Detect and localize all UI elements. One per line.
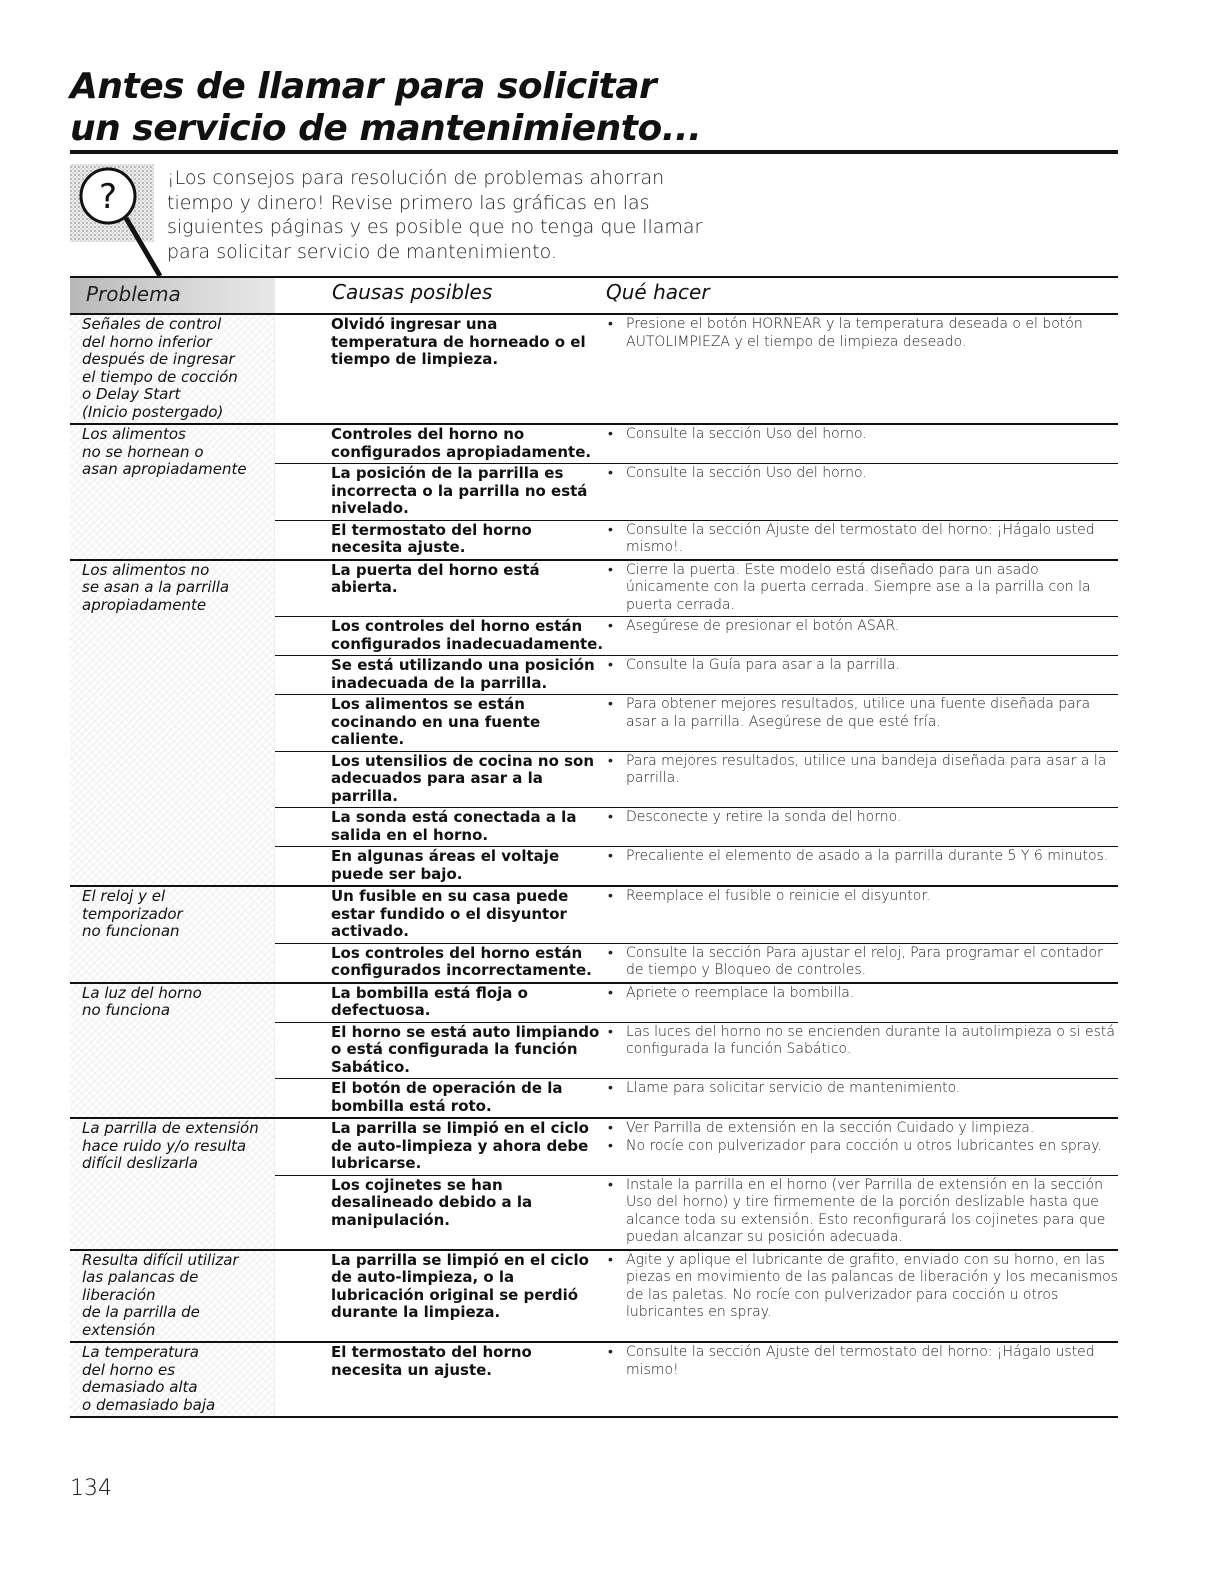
todo-cell [606,617,1118,655]
todo-cell [606,1023,1118,1079]
todo-text: Las luces del horno no se encienden durante la autolimpieza o si está configurada la función Sabático. [626,1023,1116,1057]
bullet-icon: • [608,618,613,634]
problem-line: difícil deslizarla [82,1154,198,1172]
bullet-icon: • [608,465,613,481]
bullet-icon: • [608,1080,613,1096]
todo-text: Para mejores resultados, utilice una bandeja diseñada para asar a la parrilla. [626,752,1107,786]
cause-cell: Controles del horno no configurados apropiadamente. [331,425,592,461]
problem-line: el tiempo de cocción [82,367,238,386]
todo-bullet [606,657,1118,675]
cause-cell: El botón de operación de la bombilla está roto. [331,1079,563,1115]
todo-cell [606,887,1118,943]
problem-cell [70,1119,275,1249]
cause-cell: La bombilla está floja o defectuosa. [331,983,528,1019]
bullet-icon: • [608,1120,613,1136]
table-row [275,1022,1118,1079]
problem-cell [70,561,275,886]
bullet-icon: • [608,696,613,712]
todo-text: Reemplace el fusible o reinicie el disyuntor. [626,888,931,904]
todo-text: Precaliente el elemento de asado a la parrilla durante 5 Y 6 minutos. [626,848,1109,864]
table-row [275,1343,1118,1381]
header-problem: Problema [70,278,275,313]
problem-line: del horno es [82,1360,176,1379]
problem-line: o Delay Start [82,385,181,403]
problem-group [70,561,1118,888]
problem-line: no funciona [82,1001,171,1019]
todo-cell [606,1119,1118,1175]
todo-cell [606,808,1118,846]
table-row [275,1175,1118,1249]
title-rule [70,150,1118,154]
problem-line: o demasiado baja [82,1395,216,1414]
problem-line: asan apropiadamente [82,460,247,478]
cause-cell: La parrilla se limpió en el ciclo de auto-limpieza, o la lubricación original se perdió durante la limpieza. [331,1250,589,1321]
problem-line: apropiadamente [82,595,207,614]
table-row [275,984,1118,1022]
todo-bullet [606,1252,1118,1322]
todo-bullet [606,945,1118,980]
todo-bullet [606,809,1118,827]
problem-line: demasiado alta [82,1378,198,1396]
problem-line: no funcionan [82,922,180,940]
problem-line: (Inicio postergado) [82,402,224,421]
problem-line: Señales de control [82,315,222,333]
problem-line: las palancas de liberación [82,1268,199,1304]
bullet-icon: • [608,848,613,864]
header-causes: Causas posibles [332,280,493,304]
problem-line: La luz del horno [82,983,202,1002]
todo-bullet [606,316,1118,351]
cause-cell: El termostato del horno necesita un ajuste. [331,1343,532,1379]
problem-line: La parrilla de extensión [82,1119,259,1137]
bullet-icon: • [608,1176,613,1193]
todo-text: Agite y aplique el lubricante de grafito, enviado con su horno, en las piezas en movimiento de las palancas de liberación y los mecanismos de las paletas. No rocíe con pulverizador para cocción u otros lubricantes en spray. [626,1251,1118,1320]
todo-text: Consulte la sección Ajuste del termostato del horno: ¡Hágalo usted mismo!. [626,521,1095,555]
todo-bullet [606,1344,1118,1379]
bullet-icon: • [608,888,613,904]
todo-bullet [606,888,1118,906]
page-number: 134 [70,1476,112,1501]
bullet-icon: • [608,561,613,578]
bullet-icon: • [608,657,613,673]
todo-cell [606,464,1118,520]
table-row [275,807,1118,846]
cause-cell: Los cojinetes se han desalineado debido a la manipulación. [331,1175,533,1229]
todo-text: Llame para solicitar servicio de mantenimiento. [626,1080,961,1096]
todo-bullet [606,753,1118,788]
cause-cell: Un fusible en su casa puede estar fundido o el disyuntor activado. [331,887,569,940]
problem-group [70,315,1118,425]
troubleshooting-table [70,315,1118,1418]
problem-line: hace ruido y/o resulta [82,1136,247,1155]
cause-cell: Los utensilios de cocina no son adecuados para asar a la parrilla. [331,751,595,805]
todo-bullet [606,1024,1118,1059]
todo-bullet [606,985,1118,1003]
todo-text: Consulte la sección Uso del horno. [626,465,867,481]
todo-bullet [606,426,1118,444]
todo-text: Consulte la Guía para asar a la parrilla. [626,657,900,673]
todo-text: Instale la parrilla en el horno (ver Parrilla de extensión en la sección Uso del horno) y tire firmemente de la porción deslizable hasta que alcance toda su extensión. Esto reconfigurará los cojinetes para que puedan alcanzar su posición adecuada. [626,1176,1106,1245]
problem-line: Los alimentos [82,425,186,443]
todo-bullet [606,1177,1118,1247]
problem-cell [70,315,275,423]
cause-cell: El horno se está auto limpiando o está configurada la función Sabático. [331,1022,600,1076]
cause-cell: La posición de la parrilla es incorrecta o la parrilla no está nivelado. [331,464,588,517]
table-row [275,1078,1118,1117]
bullet-icon: • [608,1251,613,1268]
cause-cell: La puerta del horno está abierta. [331,560,540,596]
todo-cell [606,561,1118,617]
todo-text: Para obtener mejores resultados, utilice una fuente diseñada para asar a la parrilla. Asegúrese de que esté fría. [626,696,1091,730]
table-row [275,616,1118,655]
todo-bullet [606,522,1118,557]
todo-bullet [606,1120,1118,1138]
todo-cell [606,1343,1118,1381]
table-row [275,751,1118,808]
todo-bullet [606,618,1118,636]
problem-line: del horno inferior [82,332,212,351]
problem-line: después de ingresar [82,350,235,368]
todo-text: Desconecte y retire la sonda del horno. [626,809,902,825]
bullet-icon: • [608,521,613,538]
problem-group [70,425,1118,561]
problem-group [70,887,1118,984]
page-title [70,66,701,150]
todo-text: Asegúrese de presionar el botón ASAR. [626,618,900,634]
problem-group [70,1343,1118,1418]
magnifier-question-icon [70,158,174,278]
problem-group [70,1119,1118,1251]
problem-group [70,1251,1118,1344]
bullet-icon: • [608,809,613,825]
cause-cell: Olvidó ingresar una temperatura de horneado o el tiempo de limpieza. [331,315,586,368]
cause-cell: La parrilla se limpió en el ciclo de auto-limpieza y ahora debe lubricarse. [331,1119,589,1172]
header-todo: Qué hacer [606,280,710,304]
table-row [275,694,1118,751]
todo-text: Consulte la sección Uso del horno. [626,426,867,442]
todo-text: Consulte la sección Ajuste del termostato del horno: ¡Hágalo usted mismo! [626,1344,1095,1378]
title-line-2: un servicio de mantenimiento... [70,108,702,149]
problem-cell [70,425,275,559]
todo-text: Apriete o reemplace la bombilla. [626,984,855,1001]
todo-cell [606,944,1118,982]
bullet-icon: • [608,752,613,769]
problem-cell [70,887,275,982]
todo-cell [606,1251,1118,1324]
table-row [275,655,1118,694]
todo-cell [606,1176,1118,1249]
cause-cell: En algunas áreas el voltaje puede ser bajo. [331,847,560,883]
todo-text: No rocíe con pulverizador para cocción u otros lubricantes en spray. [626,1137,1102,1154]
cause-cell: Se está utilizando una posición inadecuada de la parrilla. [331,656,595,692]
todo-cell [606,1079,1118,1117]
problem-group [70,984,1118,1120]
table-row [275,887,1118,943]
problem-line: El reloj y el temporizador [82,887,183,923]
todo-text: Consulte la sección Para ajustar el reloj, Para programar el contador de tiempo y Bloqueo de controles. [626,944,1103,978]
todo-cell [606,315,1118,371]
bullet-icon: • [608,984,613,1001]
table-row [275,425,1118,463]
todo-cell [606,695,1118,751]
todo-text: Presione el botón HORNEAR y la temperatura deseada o el botón AUTOLIMPIEZA y el tiempo de limpieza deseado. [626,316,1083,350]
title-line-1: Antes de llamar para solicitar [70,66,657,107]
bullet-icon: • [608,944,613,961]
problem-line: no se hornean o [82,442,204,461]
table-row [275,561,1118,617]
todo-cell [606,847,1118,885]
problem-line: de la parrilla de extensión [82,1303,200,1339]
todo-bullet [606,696,1118,731]
todo-bullet [606,562,1118,615]
cause-cell: El termostato del horno necesita ajuste. [331,520,532,556]
table-row [275,943,1118,982]
table-row [275,1119,1118,1175]
todo-bullet [606,848,1118,866]
todo-text: Ver Parrilla de extensión en la sección Cuidado y limpieza. [626,1120,1035,1136]
bullet-icon: • [608,1344,613,1360]
todo-bullet [606,1080,1118,1098]
cause-cell: La sonda está conectada a la salida en el horno. [331,808,577,844]
problem-line: La temperatura [82,1343,199,1361]
todo-bullet [606,465,1118,483]
todo-cell [606,752,1118,808]
todo-text: Cierre la puerta. Este modelo está diseñado para un asado únicamente con la puerta cerrada. Siempre ase a la parrilla con la puerta cerrada. [626,561,1091,613]
bullet-icon: • [608,1023,613,1040]
todo-cell [606,521,1118,559]
table-row [275,846,1118,885]
cause-cell: Los controles del horno están configurados inadecuadamente. [331,617,604,653]
todo-cell [606,984,1118,1022]
problem-line: Resulta difícil utilizar [82,1250,239,1269]
bullet-icon: • [608,1137,613,1154]
problem-cell [70,1343,275,1416]
table-row [275,315,1118,371]
problem-line: se asan a la parrilla [82,578,230,596]
bullet-icon: • [608,426,613,442]
todo-cell [606,425,1118,463]
cause-cell: Los alimentos se están cocinando en una fuente caliente. [331,695,541,748]
bullet-icon: • [608,316,613,332]
intro-text: ¡Los consejos para resolución de problemas ahorran tiempo y dinero! Revise primero las gráficas en las siguientes páginas y es posible que no tenga que llamar para solicitar servicio de mantenimiento. [167,167,703,263]
table-row [275,463,1118,520]
todo-cell [606,656,1118,694]
problem-cell [70,984,275,1118]
svg-text:?: ? [98,177,118,217]
table-row [275,520,1118,559]
problem-cell [70,1251,275,1342]
todo-bullet [606,1138,1118,1156]
table-row [275,1251,1118,1324]
problem-line: Los alimentos no [82,560,210,579]
cause-cell: Los controles del horno están configurados incorrectamente. [331,943,592,979]
